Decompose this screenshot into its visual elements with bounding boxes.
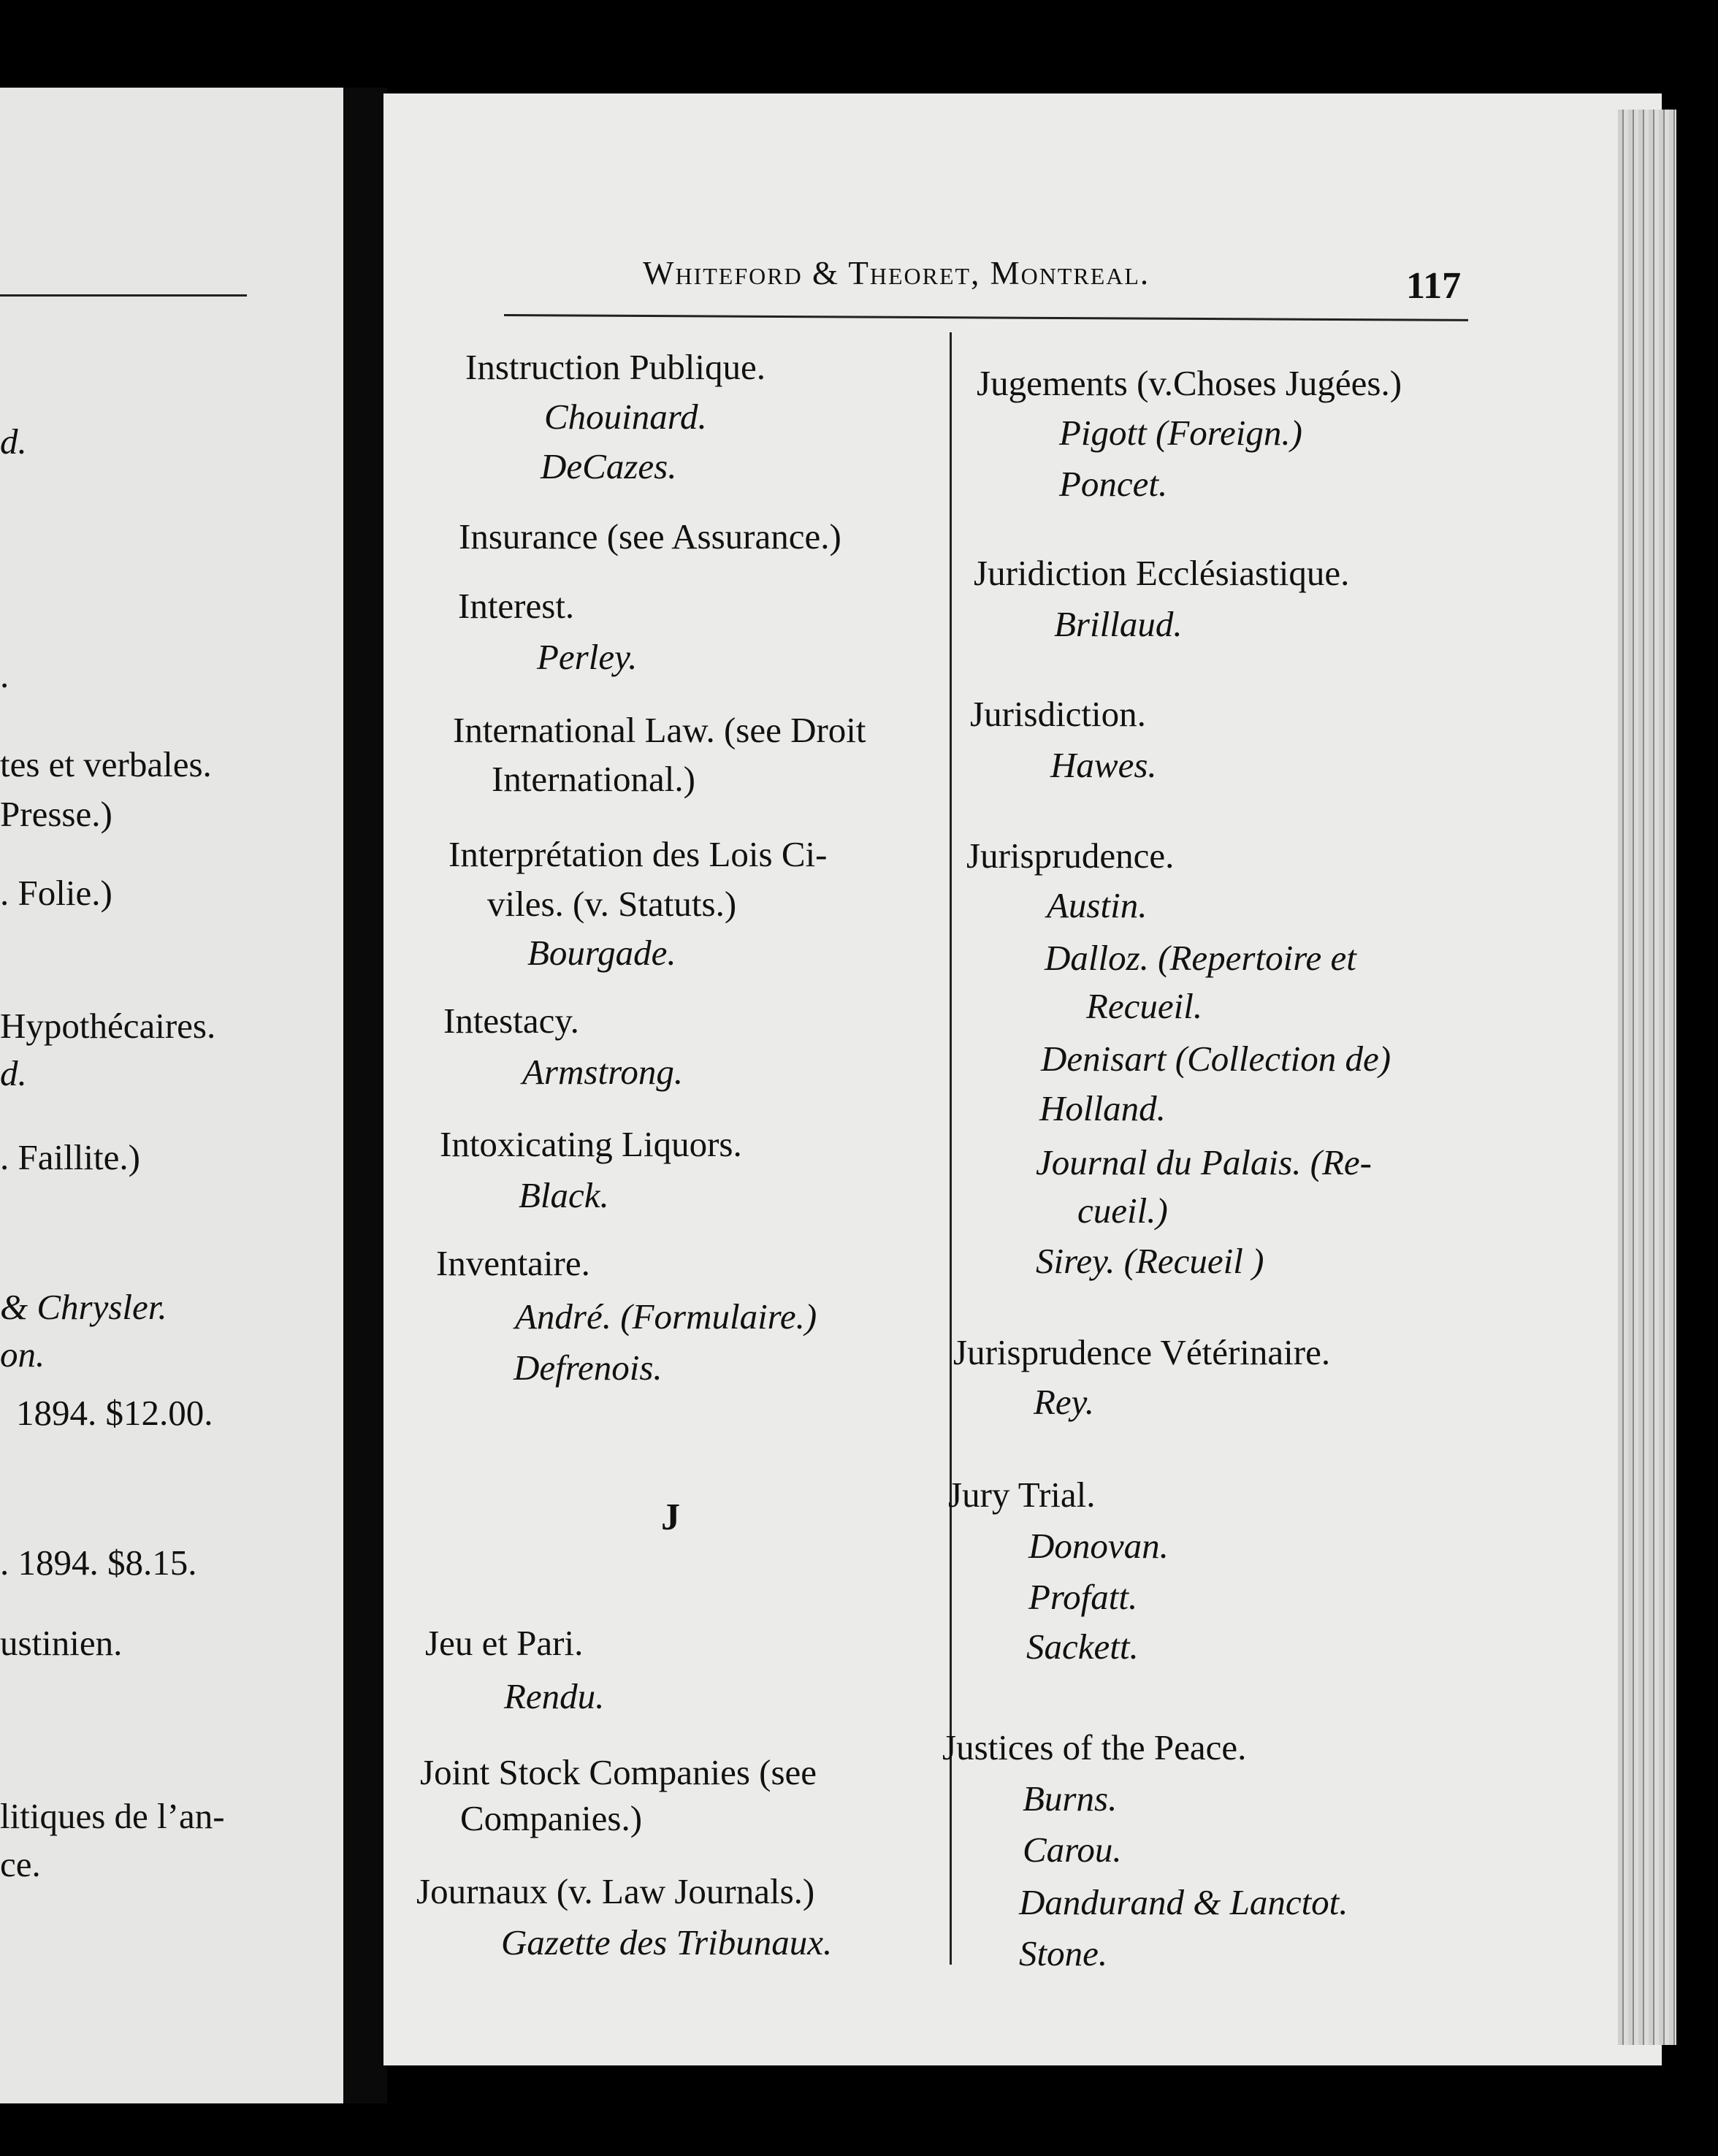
entry-author: Holland. (1039, 1088, 1166, 1128)
fragment: & Chrysler. (0, 1287, 167, 1327)
entry-author: Armstrong. (522, 1052, 684, 1092)
entry-author: Austin. (1047, 885, 1148, 925)
entry-author: Poncet. (1059, 464, 1168, 504)
entry-author: Hawes. (1050, 745, 1157, 785)
fragment: . Folie.) (0, 873, 112, 913)
entry-heading: Jugements (v.Choses Jugées.) (977, 363, 1402, 403)
entry-author: Dalloz. (Repertoire et (1045, 938, 1356, 978)
entry-author: Denisart (Collection de) (1041, 1039, 1391, 1079)
fragment: ce. (0, 1844, 41, 1884)
fragment: 1894. $12.00. (16, 1393, 213, 1433)
entry-heading: Journaux (v. Law Journals.) (416, 1871, 815, 1911)
fragment: litiques de l’an- (0, 1796, 225, 1836)
entry-heading: Interprétation des Lois Ci- (448, 834, 828, 874)
entry-author: Sirey. (Recueil ) (1036, 1241, 1264, 1281)
entry-heading: Joint Stock Companies (see (420, 1752, 817, 1792)
fragment: ustinien. (0, 1623, 123, 1663)
entry-heading: Interest. (458, 586, 575, 626)
entry-author: Sackett. (1026, 1626, 1139, 1667)
fragment: . 1894. $8.15. (0, 1543, 197, 1583)
left-header-rule (0, 294, 247, 297)
entry-heading: Jury Trial. (948, 1475, 1096, 1515)
entry-heading-cont: International.) (492, 759, 695, 799)
entry-heading-cont: Companies.) (460, 1798, 643, 1838)
entry-author: Bourgade. (527, 933, 676, 973)
entry-author: Journal du Palais. (Re- (1036, 1142, 1372, 1182)
running-title: Whiteford & Theoret, Montreal. (643, 255, 1150, 291)
entry-author: Rendu. (504, 1676, 605, 1716)
entry-heading: Jeu et Pari. (425, 1623, 584, 1663)
entry-author: cueil.) (1077, 1190, 1168, 1231)
entry-heading: Intestacy. (443, 1001, 579, 1041)
entry-author: Pigott (Foreign.) (1059, 413, 1302, 453)
entry-author: Dandurand & Lanctot. (1019, 1882, 1348, 1922)
entry-author: Perley. (537, 637, 638, 677)
fragment: Hypothécaires. (0, 1006, 216, 1046)
fragment: d. (0, 1053, 27, 1093)
entry-author: Recueil. (1086, 986, 1203, 1026)
entry-author: Rey. (1034, 1382, 1094, 1422)
page-number: 117 (1406, 265, 1462, 307)
fragment: Presse.) (0, 794, 112, 834)
entry-author: Chouinard. (544, 397, 707, 437)
entry-author: Black. (519, 1175, 609, 1215)
fragment: d. (0, 421, 27, 462)
entry-heading: Inventaire. (436, 1243, 590, 1283)
entry-author: Donovan. (1028, 1526, 1169, 1566)
fragment: tes et verbales. (0, 744, 212, 784)
entry-heading: Insurance (see Assurance.) (459, 516, 841, 557)
entry-author: Profatt. (1028, 1577, 1138, 1617)
entry-heading: International Law. (see Droit (453, 710, 866, 750)
entry-author: Burns. (1023, 1778, 1118, 1819)
entry-heading: Jurisprudence Vétérinaire. (953, 1332, 1331, 1372)
entry-heading: Justices of the Peace. (942, 1727, 1247, 1767)
entry-author: Brillaud. (1054, 604, 1183, 644)
book-gutter (343, 88, 387, 2103)
fragment: . (0, 655, 9, 695)
fragment: . Faillite.) (0, 1137, 140, 1177)
entry-heading-cont: viles. (v. Statuts.) (487, 884, 737, 924)
entry-heading: Juridiction Ecclésiastique. (974, 553, 1350, 593)
fragment: on. (0, 1334, 45, 1375)
entry-author: Carou. (1023, 1830, 1122, 1870)
column-divider (950, 332, 952, 1965)
entry-heading: Intoxicating Liquors. (440, 1124, 742, 1164)
page-edges (1618, 110, 1676, 2045)
entry-author: André. (Formulaire.) (515, 1296, 817, 1337)
entry-heading: Instruction Publique. (465, 347, 766, 387)
entry-author: DeCazes. (541, 446, 677, 486)
entry-heading: Jurisdiction. (970, 694, 1146, 734)
entry-author: Gazette des Tribunaux. (501, 1922, 833, 1962)
section-letter: J (661, 1496, 680, 1538)
entry-heading: Jurisprudence. (966, 836, 1175, 876)
entry-author: Defrenois. (514, 1348, 663, 1388)
entry-author: Stone. (1019, 1933, 1108, 1973)
